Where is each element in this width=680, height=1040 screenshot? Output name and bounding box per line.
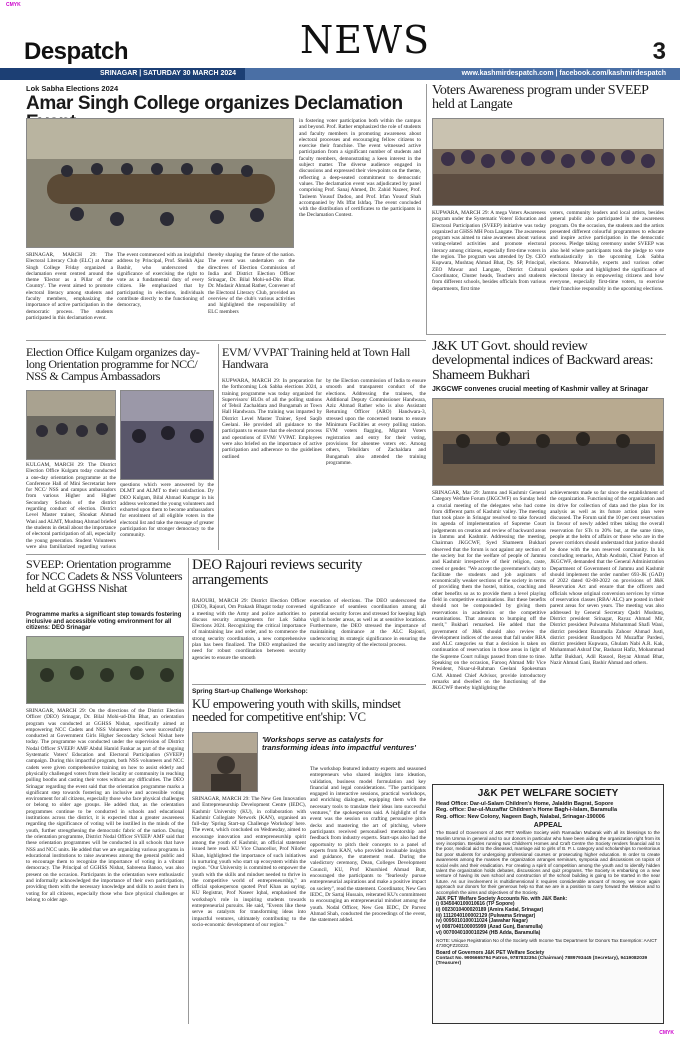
article-headline: Voters Awareness program under SVEEP held at Langate: [432, 83, 649, 113]
newspaper-logo: Despatch: [24, 38, 129, 65]
section-title: NEWS: [300, 18, 431, 62]
ad-office-line: Reg. office: Dar-ul-Muzaffar Children's Home Bagh-i-Islam, Baramulla: [436, 807, 618, 814]
news-photo: [26, 118, 294, 248]
article-body: by the Election commission of India to ensure smooth and transparent conduct of the elections. Addressing the trainees, the Additional Deputy Commissioner Handwara, Aziz Ahmad Rather who is also Assistant Returning Officer (ARO) Handwara-3, stressed upon the concerned teams to ensure Minimum Facilities at every polling station. EVM voters flagging, Migrant Voters registration and entry for their voting, provisions for absentee voters etc. Among others, Tehsildars of Zachaldara and Bungamah also attended the training programme.: [326, 378, 426, 466]
article-body: KULGAM, MARCH 29: The District Election Office Kulgam today conducted a one-day orientation programme at the Conference Hall of Mini Secretariat here for NCC/ NSS and campus ambassadors from various Higher and Higher Secondary Schools of the district regarding conduct of election. District Level Master trainer, Shoukat Ahmad Wani and ALMT, Mushtaq Ahmad briefed the students in detail about the importance of electoral participation of all, especially the young generation. Student Volunteers were also familiarized regarding various: [26, 462, 116, 550]
ad-account: v) 0087040100005999 (Azad Gunj, Baramulla): [436, 924, 543, 931]
article-body: achievements made so far since the establishment of the organization. Functioning of the organization and its drive for collection of data and the plan for its analysis as well as its future action plan were discussed. The Forum said the 10 per cent reservation in favour of newly added tribes taking the overall reservation for STs to 20% but, at the same time, people at the helm of affairs or those who are in the power corridors should understand that justice should be done with the non reserved community. In his concluding remarks, Aftab Andrabi, Chief Patron of JKGCWF, demanded that the General Administration Department of Government of Jammu and Kashmir should implement the order number 693-JK (GAD) of 2022 dated 02-08-2022 on provisions of J&K Reservation Act and ensure that the officers and officials whose original conversion services by virtue of reservation classes (RBA/ ALC) are posted in their parent areas for seven years. The meeting was also addressed by General Secretary Qadri Mushtaq, District president Srinagar, Rayaz Ahmad Mir, District president Pulwama Mohammad Shafi Wani, district president Baramulla Zahoor Ahmad Justi, district president Bandipora M Muzaffar Pardesi, district president Kupwara, Ghulam Nabi A.R. Kak, Mohammad Ashraf Dar, Basharat Hafiz, Mohammad Jaffar Bukhari, Adil Rasool, Reyaz Ahmad Bhat, Nazir Ahmad Gani, Bashir Ahmad and others.: [550, 490, 664, 667]
date-line: SRINAGAR | SATURDAY 30 MARCH 2024: [0, 68, 245, 80]
article-body: SRINAGAR, MARCH 29: On the directions of the District Election Officer (DEO) Srinagar, Dr. Bilal Mohi-ud-Din Bhat, an orientation program was conducted at GGHSS Nishat, specifically aimed at empowering NCC Cadets and NSS Volunteers who were successfully conducted at Government Girls Higher Secondary School Nishat here today. The programme was conducted under the supervision of District Nodal Officer SVEEP/ AMF Abdul Hamid Fankar as part of the ongoing Systematic Voters' Education and Electoral Participation (SVEEP) campaign. During this impactful program, both NSS volunteers and NCC cadets were given comprehensive training on how to assist elderly and physically challenged voters from their locality or community in reaching polling booths and casting their votes without any difficulties. The DEO Srinagar regarding the event said that the orientation programme marks a significant step towards fostering an inclusive and accessible voting environment for all citizens, especially those who face physical challenges or belong to older age groups. He added that, as the orientation programmes continue to be conducted in schools and educational institutions across the district, it is expected that a greater awareness regarding the significance of voting will be instilled in the minds of the youth, further strengthening the democratic fabric of the nation. During the orientation programme, District Nodal Officer SVEEP/ AMF said that these orientation programmes will be conducted in all schools that have NSS and NCC units. He added that we are organizing various programs in educational institutions to raise awareness among the general public and to encourage them to recognize the importance of voting in a vibrant democracy. The Principal of GGHSS Nishat, Sabreena Banoo, was also present on the occasion. Participants in the orientation were enthusiastic and informally acknowledged the importance of their own participation, providing them with the necessary knowledge and skills to assist them in voting for all citizens, especially those who face physical challenges or belong to older age.: [26, 708, 184, 903]
column-divider: [218, 344, 219, 550]
section-divider: [426, 334, 666, 335]
section-divider: [26, 554, 426, 555]
website-line[interactable]: www.kashmirdespatch.com | facebook.com/kashmirdespatch: [461, 70, 666, 77]
section-divider: [26, 340, 426, 341]
article-headline: KU empowering youth with skills, mindset needed for competitive ent'ship: VC: [192, 696, 401, 725]
article-subheading: Programme marks a significant step towards fostering inclusive and accessible voting environment for all citizens: DEO Srinagar: [26, 612, 182, 632]
news-photo: [26, 390, 116, 460]
article-body: in fostering voter participation both within the campus and beyond. Prof. Rather emphasized the role of students and faculty members in promoting awareness about electoral processes and encouraging fellow citizens to exercise their franchise. The event witnessed active participation from a significant number of students and faculty members, demonstrating a keen interest in the subject matter. The diverse audience engaged in discussions and expressed their viewpoints on the theme, reflecting a deep-seated commitment to democratic values. The declamation event was adjudicated by panel comprising Prof. Sanaj Ahmed, Dr. Zahid Nazeer, Prof. Tasleem Yousuf Dadoo, and Prof. Irfan Yousuf Shah accompanied by Ms Iffat Ishfaq. The event concluded with the distribution of certificates to the participants in the Declamation Contest.: [299, 118, 421, 219]
article-body: SRINAGAR, MARCH 29: The New Gen Innovation and Entrepreneurship Development Centre (IEDC), Kashmir University (KU), in collaboration with Kashmir Collegiate Network (KAN), organised an full-day 'Spring Start-up Challenge Workshop' here. The event, which concluded on Wednesday, aimed to encourage innovation and entrepreneurship spirit among the youth of Kashmir, an official statement issued here read. KU Vice Chancellor, Prof Nilofer Khan, highlighted the importance of such initiatives in nurturing youth who start up ecosystem within the region. "Our University is committed to empower the youth with the skills and mindset needed to thrive in the competitive world of entrepreneurship," an official spokesperson quoted Prof Khan as saying. KU Registrar, Prof Naseer Iqbal, emphasised the workshop's role in inspiring students towards entrepreneurial pursuits. He said, "Events like these serve as catalysts for transforming ideas into impactful ventures, ultimately contributing to the socio-economic development of our region.": [192, 796, 306, 928]
cmyk-mark-bottom-right: CMYK: [659, 1030, 674, 1036]
article-body: KUPWARA, MARCH 29: In preparation for the forthcoming Lok Sabha elections 2024, a training programme was today organized for Supervisors/ BLOs of all the polling stations of Tehsil Zachaldara and Bungamah at Town Hall Handwara. The training was imparted by District Level Master Trainer, Syed Saqib Geelani. He provided all guidance to the participants to ensure that the electoral process and operations of EVM/ VVPAT. Employees were also briefed on the importance of active participation and adherence to the guidelines outlined: [222, 378, 322, 460]
appeal-advertisement: [432, 784, 664, 1024]
photo-forum-meeting: [433, 399, 664, 486]
article-kicker: Spring Start-up Challenge Workshop:: [192, 688, 308, 695]
ad-note: NOTE: Unique Registration No of the Society with Income Tax Department for Donors Tax Exemption: AAICT 4730QFZ20222.: [436, 937, 658, 949]
photo-ncc-cadets: [27, 637, 184, 704]
ad-account: i) 0345040100010616 (TP Sopore): [436, 901, 515, 908]
column-divider: [426, 84, 427, 334]
article-body: The workshop featured industry experts and seasoned entrepreneurs who shared insights into ideation, validation, business model formulation and key financial and legal considerations. "The participants engaged in interactive sessions, practical workshops, and enriching dialogues, equipping them with the necessary tools to translate their ideas into successful ventures," the spokesperson said. A highlight of the event was the session on crafting persuasive pitch decks and mastering the art of pitching, where participants received personalised mentorship and feedback from industry experts. Start-ups also had the opportunity to pitch their concepts to a panel of experts from KAN, who provided invaluable insights and guidance, the statement read. During the valedictory ceremony, Dean, Colleges Development Council, KU, Prof Khurshied Ahmad Butt, encouraged the participants to "fearlessly pursue entrepreneurial aspirations and make a positive impact on society", read the statement. Coordinator, New Gen IEDC, Dr Sartaj Hussain, reiterated KU's commitment to encouraging an entrepreneurial mindset among the youth. Nodal Officer, New Gen IEDC, Dr Parvez Ahmad Shah, conducted the proceedings of the event, the statement added.: [310, 766, 426, 924]
article-subheading: JKGCWF convenes crucial meeting of Kashmir valley at Srinagar: [432, 386, 649, 393]
ad-footer: Board of Governors J&K PET Welfare Society: [436, 949, 545, 956]
ad-office-line: Head Office: Dar-ul-Salam Children's Home, Jalaldin Bagrat, Sopore: [436, 801, 614, 807]
ad-office-lines: [436, 801, 660, 820]
article-kicker: Lok Sabha Elections 2024: [26, 84, 119, 93]
article-body: thereby shaping the future of the nation. The event was undertaken on the directives of Election Commission of India and District Election Officer Srinagar, Dr. Bilal Mohi-ud-Din Bhat. Dr. Mudasir Ahmad Rather, Convener of the Electoral Literacy Club, provided an overview of the club's various activities and highlighted the responsibility of ELC members: [208, 252, 295, 315]
ad-account: ii) 0023010400020189 (Amira Kadal, Srinagar): [436, 906, 544, 913]
article-headline: Election Office Kulgam organizes day-long Orientation programme for NCC/ NSS & Campus Ambassadors: [26, 345, 200, 384]
photo-orientation: [27, 391, 116, 460]
photo-awareness-crowd: [433, 119, 664, 206]
article-body: questions which were answered by the DLMT and ALMT to their satisfaction. Dy DEO Kulgam, Bilal Ahmad Kumgar in his address welcomed the young volunteers and exhorted upon them to become ambassadors for enrolment of all eligible voters in the electoral list and take the message of greater participation for stronger democracy to the community.: [120, 482, 214, 539]
article-body: SRINAGAR, Mar 29: Jammu and Kashmir General Category Welfare Forum (JKGCWF) on Sunday held a crucial meeting of the delegates who had come from different parts of Kashmir valley. The meeting that took place in Srinagar resolved to take forward its agenda of implementation of Supreme Court judgements on creation and review of backward areas in Jammu and Kashmir. Addressing the meeting, Chairman JKGCWF, Syed Shameem Bukhari observed that the forum is not against any section of the society but for the welfare of people of Jammu and Kashmir irrespective of their religion, caste, creed or gender. "We accept the government's duty to facilitate the students and job aspirants of economically weaker sections of the society in terms of providing them the hostel, tuition, coaching and other benefits so as to provide them a level playing field in competitive examinations. But these benefits should not be compounded by giving them reservations in academics or the competitive examinations. That amounts to bumping off the merit," Bukhari remarked. He added that the government of J&K should also review the development indices of the areas that fall under RBA and ALC categories so that a decision is taken on continuation of reservation in those areas in light of the Supreme Court rulings passed from time to time. Speaking on the occasion, Farooq Ahmad Mir Vice President, Nisar-ul-Rahman Geelani Spokesman G.M. Ahmed Chief Advisor, provide introductory remarks and dwelled on the functioning of the JKGCWF thereby highlighting the: [432, 490, 546, 692]
page-number: 3: [652, 38, 666, 65]
photo-hall-meeting: [27, 119, 294, 248]
news-photo: [120, 390, 214, 480]
article-headline: EVM/ VVPAT Training held at Town Hall Handwara: [222, 345, 410, 372]
article-body: The event commenced with an insightful address by Principal, Prof. Sheikh Ajaz Bashir, who underscored the significance of exercising the right to vote as a fundamental duty of every citizen. He emphasized that by participating in elections, individuals contribute directly to the functioning of democracy,: [117, 252, 204, 309]
ad-body: The Board of Governors of J&K PET Welfare Society wish Ramadan Mubarak with all its blessings to the Muslim Umma in general and to our donors in particular who have been aiding the organization right from its very inception. Besides running two Children's Homes and Craft Centre the Society renders financial aid to the poor, medical aid to the diseased, marriage aid to girls of B. P. L category and scholarships to meritorious but poor students for undergoing professional courses or prosecuting higher education. In order to create awareness among the masses the organization arranges seminars, symposia and discussions on topics of social evils and their eradication. For creating a spirit of competition among the youth and to identify hidden talent the organization holds debates, discussions and quiz programs. The Society is embarking on a new venture of having its own school and construction of the school building is going to be started in the near future. As our involvement is multidimensional it requires considerable amount of money, we once again approach our donors for their generous help so that we are in a position to carry forward the Mission and to accomplish the aims and objectives of the Society.: [436, 830, 660, 895]
ad-account: iii) 1112040100002129 (Pulwama Srinagar): [436, 912, 536, 919]
article-body: RAJOURI, MARCH 29: District Election Officer (DEO), Rajouri, Om Prakash Bhagat today convened a meeting with the Army and police authorities to discuss security arrangements for Lok Sabha Elections 2024. Recognizing the critical importance of maintaining law and order, and to commence the strong security coordination, a new comprehensive plan has been finalized. The DEO emphasized the need for robust coordination between security agencies to ensure the smooth: [192, 598, 306, 661]
ad-account: vi) 0070040100010294 (HB Adda, Baramulla): [436, 930, 541, 937]
article-body: voters, community leaders and local artists, besides general public also participated in the awareness program. On the occasion, the students and the artists presented different colourful programmes to educate and inspire active participation in the democratic process. Pledge taking ceremony under SVEEP was also held where participants took the pledge to vote enthusiastically in the upcoming Lok Sabha elections. Meanwhile, experts and various other speakers spoke and highlighted the significance of electoral literacy in empowering citizens and how everyone, especially first-time voters, to exercise their franchise responsibly in the upcoming elections.: [550, 210, 664, 292]
article-body: execution of elections. The DEO underscored the significance of seamless coordination among all potential security forces and stressed for keeping high vigil in border areas, as well as at sensitive locations. Furthermore, the DEO stressed the importance of maintaining dominance at the ALC Rajouri, underscoring its strategic significance in ensuring the security and integrity of the electoral process.: [310, 598, 426, 649]
ad-account: iv) 0095010100011024 (Jawahar Nagar): [436, 918, 528, 925]
cmyk-mark-top-left: CMYK: [6, 2, 21, 8]
article-body: KUPWARA, MARCH 29: A mega Voters Awareness program under the Systematic Voters' Education and Electoral Participation (SVEEP) initiative was today organized at GHSS MH Pora Langate. The awareness program was aimed to raise awareness about various voting-related activities and promote electoral literacy among citizens, especially first-time voters in the region. The program was attended by Dy. CEO Kupwara, Mushtaq Ahmad Bhat, Dy. SP, Principal, ZEO Mawar and Langate, District Cultural Coordinator, Cluster heads, Teachers and students from different schools, besides officials from various departments, first time: [432, 210, 546, 292]
masthead-band: [0, 68, 680, 80]
news-photo: [192, 732, 258, 792]
news-photo: [432, 118, 664, 206]
column-divider: [188, 558, 189, 1024]
photo-workshop: [193, 733, 258, 792]
article-headline: DEO Rajouri reviews security arrangements: [192, 557, 363, 589]
news-photo: [432, 398, 664, 486]
section-divider: [192, 684, 426, 685]
article-headline: Amar Singh College organizes Declamation: [26, 93, 403, 114]
ad-office-line: Reg. office: New Colony, Nageen Bagh, Nalabal, Srinagar-190006: [436, 813, 605, 820]
article-body: SRINAGAR, MARCH 29: The Electoral Literacy Club (ELC) at Amar Singh College Friday organized a declamation event centred around the theme 'Elector as a Pillar of the Country'. The event aimed to promote electoral literacy among students and faculty members, emphasizing the importance of active participation in the democratic process. The students participated in this declamation event.: [26, 252, 113, 321]
photo-students: [121, 391, 214, 480]
article-headline: J&K UT Govt. should review developmental indices of Backward areas: Shameem Bukhari: [432, 339, 654, 383]
ad-title: J&K PET WELFARE SOCIETY: [477, 788, 619, 799]
pull-quote: 'Workshops serve as catalysts for transforming ideas into impactful ventures': [262, 735, 416, 753]
ad-contact: Contact No. 9906665794 Patron, 9787832354 (Chairman) 7889793445 (Secretary), 9419082039 (Treasurer): [436, 955, 648, 967]
ad-accounts-list: [436, 902, 660, 937]
news-photo: [26, 636, 184, 704]
article-headline: SVEEP: Orientation programme for NCC Cadets & NSS Volunteers held at GGHSS Nishat: [26, 557, 183, 596]
ad-accounts-heading: J&K PET Welfare Society Accounts No. with J&K Bank:: [436, 896, 568, 903]
ad-appeal-heading: APPEAL: [533, 822, 563, 830]
